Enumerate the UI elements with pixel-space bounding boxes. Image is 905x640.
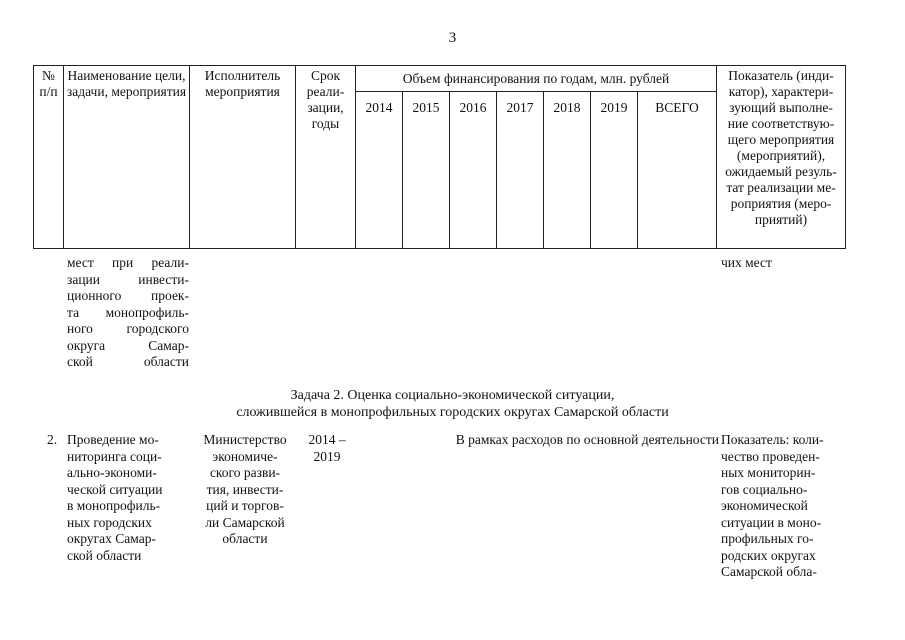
cont-row-name: мест при реали- зации инвести- ционного проек- та монопрофиль- ного городского округа Самар- ской области	[67, 255, 189, 369]
row2-term: 2014 – 2019	[308, 432, 346, 464]
header-executor: Исполнитель мероприятия	[190, 66, 296, 249]
page-number: 3	[448, 30, 457, 46]
header-name: Наименование цели, задачи, мероприятия	[64, 66, 190, 249]
header-year-2014: 2014	[356, 92, 403, 249]
row2-name: Проведение мо- ниторинга соци- ально-экономи- ческой ситуации в монопрофиль- ных городских округах Самар- ской области	[67, 432, 163, 563]
header-year-2015: 2015	[403, 92, 450, 249]
task2-heading	[0, 387, 905, 421]
task2-line1: Задача 2. Оценка социально-экономической ситуации,	[290, 388, 615, 403]
header-table	[33, 65, 846, 249]
header-indicator: Показатель (инди-катор), характери-зующий выполне-ние соответствую-щего мероприятия (мероприятий), ожидаемый резуль-тат реализации ме-роприятия (меро-приятий)	[717, 66, 846, 249]
row2-num: 2.	[46, 432, 58, 447]
task2-line2: сложившейся в монопрофильных городских округах Самарской области	[236, 405, 669, 420]
header-year-2017: 2017	[497, 92, 544, 249]
row2-indicator: Показатель: коли- чество проведен- ных мониторин- гов социально- экономической ситуации в моно- профильных го- родских округах Самарской обла-	[721, 432, 824, 579]
header-year-2019: 2019	[591, 92, 638, 249]
header-total: ВСЕГО	[638, 92, 717, 249]
header-funding: Объем финансирования по годам, млн. рублей	[356, 66, 717, 92]
header-num: № п/п	[34, 66, 64, 249]
header-year-2018: 2018	[544, 92, 591, 249]
header-term: Срок реали-зации, годы	[296, 66, 356, 249]
header-year-2016: 2016	[450, 92, 497, 249]
row2-funding: В рамках расходов по основной деятельности	[455, 432, 719, 447]
cont-row-indicator: чих мест	[721, 255, 772, 270]
row2-executor: Министерство экономиче- ского разви- тия, инвести- ций и торгов- ли Самарской области	[203, 432, 287, 546]
